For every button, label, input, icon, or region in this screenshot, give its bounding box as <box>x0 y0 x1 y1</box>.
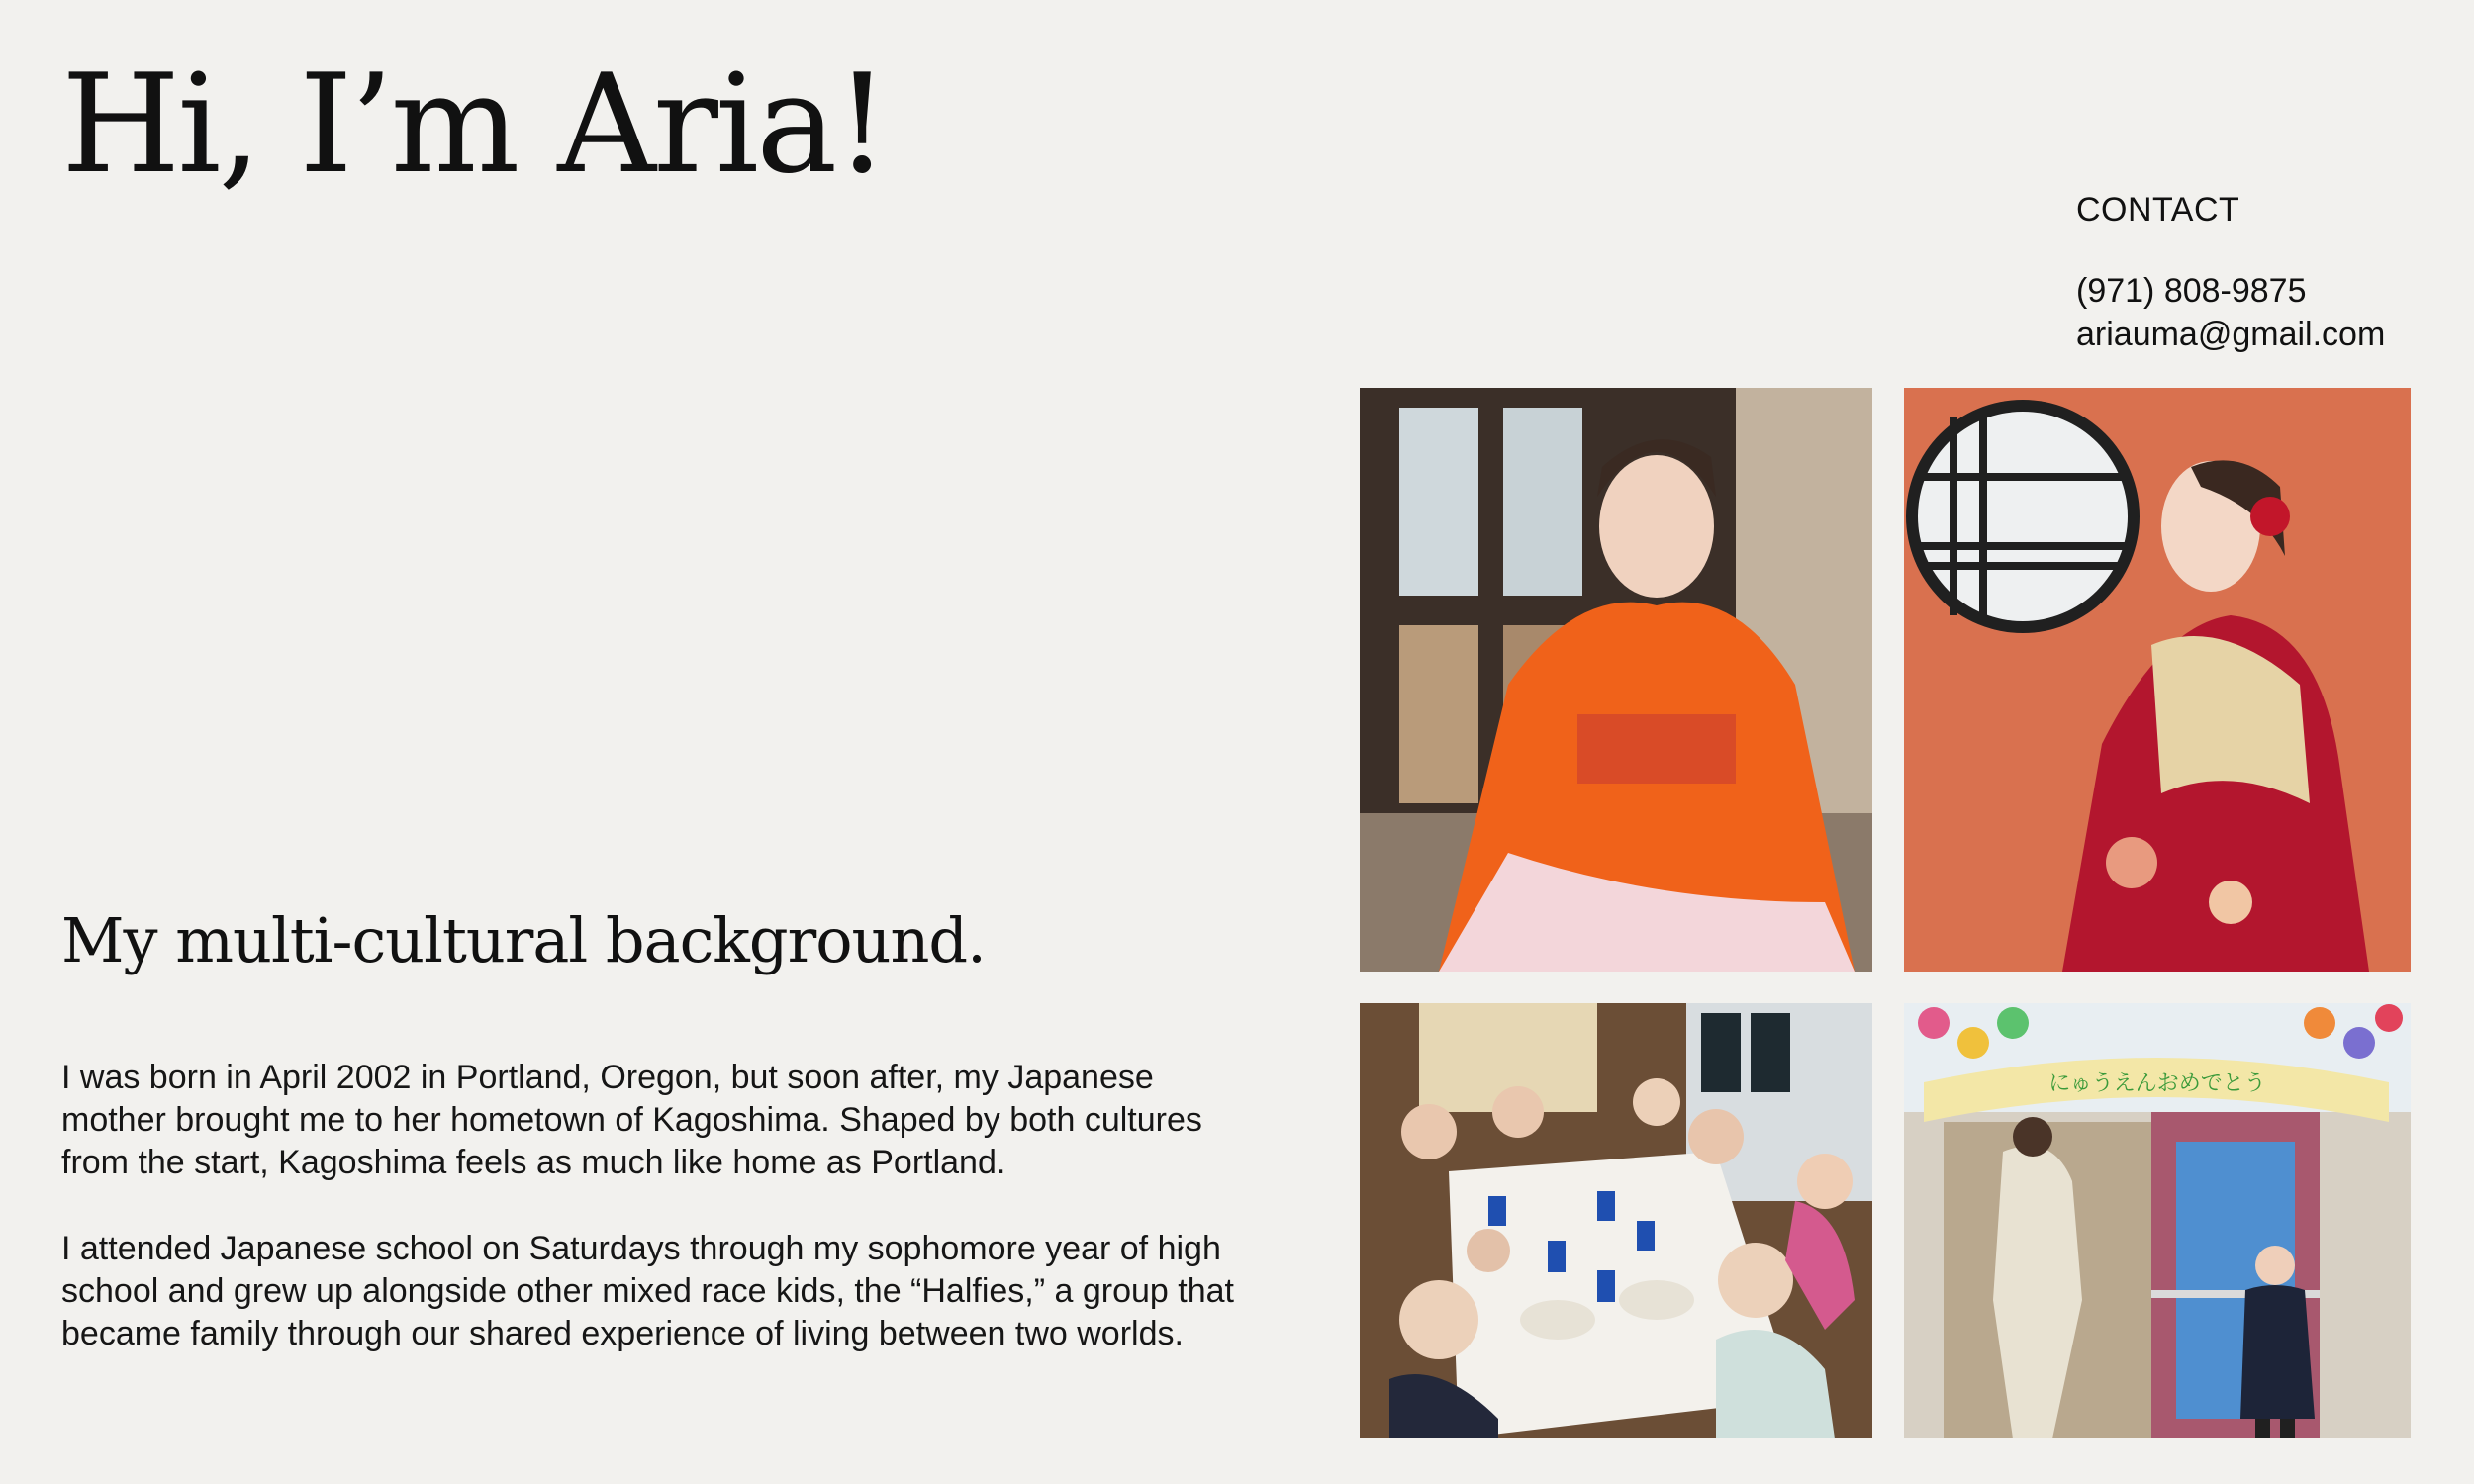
page-title: Hi, I’m Aria! <box>61 45 887 204</box>
bio-paragraph: I was born in April 2002 in Portland, Oregon, but soon after, my Japanese mother brought me to her hometown of Kagoshima. Shaped by both cultures from the start, Kagoshima feels as much like home as Portland. <box>61 1059 1202 1181</box>
bio-text <box>61 1057 1249 1399</box>
banner-text: にゅうえんおめでとう <box>2048 1071 2266 1096</box>
bio-paragraph: I attended Japanese school on Saturdays through my sophomore year of high school and grew up alongside other mixed race kids, the “Halfies,” a group that became family through our shared experience of living between two worlds. <box>61 1230 1234 1352</box>
section-title: My multi-cultural background. <box>61 904 986 976</box>
photo-kids-table <box>1360 1003 1872 1438</box>
contact-block <box>2076 188 2385 356</box>
photo-child-kimono <box>1360 388 1872 972</box>
photo-school-doorway <box>1904 1003 2411 1438</box>
phone-link[interactable]: (971) 808-9875 <box>2076 272 2307 310</box>
photo-woman-furisode <box>1904 388 2411 972</box>
email-link[interactable]: ariauma@gmail.com <box>2076 316 2386 353</box>
contact-heading: CONTACT <box>2076 191 2240 229</box>
